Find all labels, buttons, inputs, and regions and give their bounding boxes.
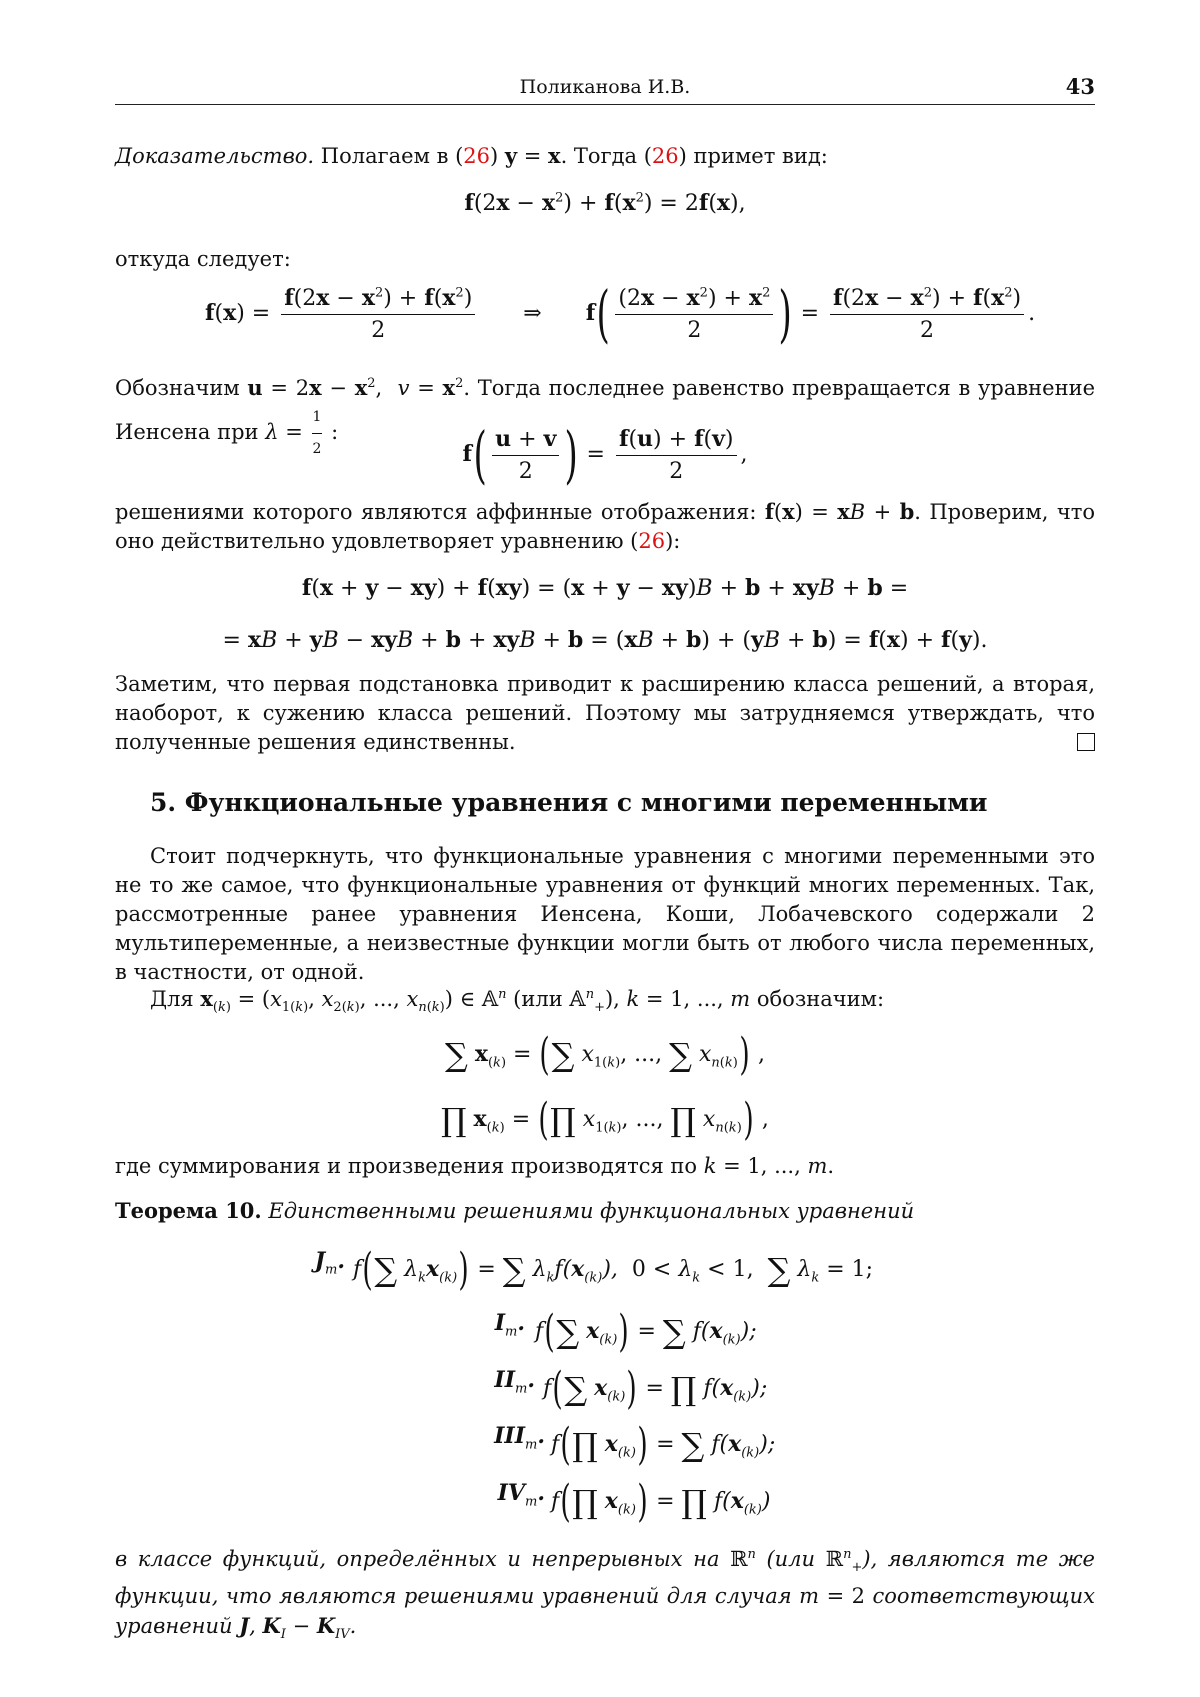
proof-intro: Доказательство. Полагаем в (26) y = x. Тогда (26) примет вид: (115, 143, 828, 168)
equation-5: = xB + yB − xyB + b + xyB + b = (xB + b) + (yB + b) = f(x) + f(y). (222, 627, 988, 653)
product-definition: ∏ $x_{(k)}$ = (∏ $x_{1(k)}$, ..., ∏ $x_{n(k)}$) , (441, 1094, 769, 1145)
denote-paragraph: Обозначим $u = 2x - x^2$, $v = x^2$. Тогда последнее равенство превращается в уравнение Иенсена при λ = $\frac{1}{2}$ : (115, 375, 1096, 457)
equation-ref-link[interactable]: 26 (638, 529, 666, 553)
header-author: Поликанова И.В. (519, 76, 691, 98)
equation-ref-link[interactable]: 26 (651, 144, 679, 168)
section-title: 5. Функциональные уравнения с многими переменными (150, 788, 988, 817)
sum-note: где суммирования и произведения производятся по k = 1, ..., m. (115, 1154, 835, 1178)
remark-paragraph: Заметим, что первая подстановка приводит к расширению класса решений, а вторая, наоборот, к сужению класса решений. Поэтому мы затрудняемся утверждать, что полученные решения единственны. (115, 672, 1095, 754)
qed-box (1077, 733, 1095, 751)
proof-label: Доказательство. (115, 144, 315, 168)
equation-2: f(x) = $\frac{f(2x - x^2) + f(x^2)}{2}$ ⇒ f( $\frac{(2x - x^2) + x^2}{2}$ ) = $\frac{f(2x - x^2) + f(x^2)}{2}$ . (205, 277, 1036, 350)
section-paragraph-2: Для $x_{(k)} = (x_{1(k)}$, $x_{2(k)}$, ..., $x_{n(k)}$) ∈ 𝔸$^n$ (или 𝔸$^n_+$), k = 1, ..., m обозначим: (150, 986, 885, 1016)
equation-IVm: $IV_m$. f(∏ $x_{(k)}$) = ∏ $f(x_{(k)})$ (497, 1476, 771, 1527)
equation-Im: $I_m$. f(∑ $x_{(k)}$) = ∑ $f(x_{(k)})$; (494, 1306, 757, 1357)
running-header (115, 74, 1095, 105)
theorem-conclusion: в классе функций, определённых и непрерывных на ℝ$^n$ (или ℝ$^n_+$), являются те же функции, что являются решениями уравнений для случая m = 2 соответствующих уравнений J, $K_I - K_{IV}$. (115, 1547, 1095, 1643)
theorem-label: Теорема 10. (115, 1198, 262, 1223)
equation-IIIm: $III_m$. f(∏ $x_{(k)}$) = ∑ $f(x_{(k)})$; (494, 1419, 776, 1470)
equation-IIm: $II_m$. f(∑ $x_{(k)}$) = ∏ $f(x_{(k)})$; (494, 1363, 768, 1414)
equation-4: f(x + y − xy) + f(xy) = (x + y − xy)B + b + xyB + b = (301, 575, 909, 601)
proof-from-text: откуда следует: (115, 247, 291, 271)
theorem-heading: Теорема 10. Единственными решениями функциональных уравнений (115, 1198, 915, 1223)
affine-paragraph: решениями которого являются аффинные отображения: f(x) = xB + b. Проверим, что оно действительно удовлетворяет уравнению (26): (115, 499, 1095, 553)
equation-ref-link[interactable]: 26 (463, 144, 491, 168)
page-number: 43 (1065, 74, 1095, 99)
equation-Jm: $J_m$. f(∑ $\lambda_kx_{(k)}$) = ∑ $\lambda_kf(x_{(k)})$, $0 < \lambda_k < 1$, ∑ $\lambda_k = 1$; (314, 1244, 874, 1295)
sum-definition: ∑ $x_{(k)}$ = (∑ $x_{1(k)}$, ..., ∑ $x_{n(k)}$) , (445, 1029, 765, 1080)
implies-arrow: ⇒ (523, 301, 542, 326)
equation-3: f( $\frac{u + v}{2}$ ) = $\frac{f(u) + f(v)}{2}$ , (462, 418, 748, 491)
section-paragraph-1: Стоит подчеркнуть, что функциональные уравнения с многими переменными это не то же самое, что функциональные уравнения от функций многих переменных. Так, рассмотренные ранее уравнения Иенсена, Коши, Лобачевского содержали 2 мультипеременные, а неизвестные функции могли быть от любого числа переменных, в частности, от одной. (115, 844, 1095, 984)
equation-1: $f(2x - x^2) + f(x^2) = 2f(x)$, (464, 190, 746, 216)
